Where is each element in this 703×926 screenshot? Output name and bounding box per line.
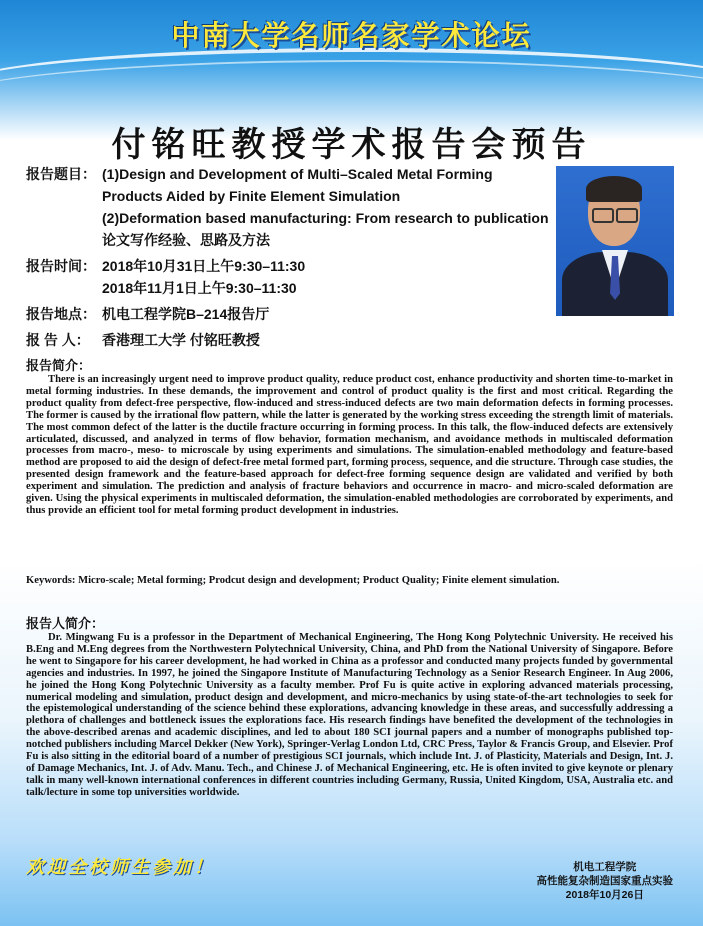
- speaker-row: [26, 329, 566, 351]
- time-label: 报告时间：: [26, 258, 96, 274]
- place-row: [26, 303, 566, 325]
- talk-info: [26, 163, 566, 351]
- forum-title: 中南大学名师名家学术论坛: [171, 19, 532, 52]
- notice-date: 2018年10月26日: [565, 889, 644, 901]
- keywords-text: Keywords: Micro-scale; Metal forming; Prodcut design and development; Product Quality; Finite element simulation.: [26, 575, 560, 586]
- time-line: 2018年11月1日上午9:30–11:30: [102, 280, 297, 296]
- bio-text: Dr. Mingwang Fu is a professor in the Department of Mechanical Engineering, The Hong Kong Polytechnic University. He received his B.Eng and M.Eng degrees from the Northwestern Polytechnical University, China, and PhD from the National University of Singapore. Before he went to Singapore for his career development, he had worked in China as a professor and conducted many projects funded by governmental agencies and industries. In 1997, he joined the Singapore Institute of Manufacturing Technology as a Senior Research Engineer. In Aug 2006, he joined the Hong Kong Polytechnic University as a faculty member. Prof Fu is quite active in exploring advanced materials processing, numerical modeling and simulation, product design and development, and micro-mechanics by using state-of-the-art technologies to seek for the epistemological understanding of the science behind these explorations, advancing knowledge in these areas, and successfully addressing a plethora of challenges and bottleneck issues the explorations face. His research findings have benefited the development of the technologies in the above-described arenas and academic disciplines, and led to about 180 SCI journal papers and a number of monographs published top-notched publishers including Marcel Dekker (New York), Springer-Verlag London Ltd, CRC Press, Taylor & Francis Group, and Elsevier. Prof Fu is also sitting in the editorial board of a number of prestigious SCI journals, which include Int. J. of Plasticity, Materials and Design, Int. J. of Damage Mechanics, Int. J. of Adv. Manu. Tech., and Chinese J. of Mechanical Engineering, etc. He is often invited to give keynote or plenary talk in many well-known international conferences in different countries including Germany, Russia, United Kingdom, USA, Australia etc. and talk/lecture in some top universities worldwide.: [26, 632, 673, 798]
- abstract-text: There is an increasingly urgent need to improve product quality, reduce product cost, enhance productivity and shorten time-to-market in metal forming industries. In these demands, the improvement and control of product quality is the first and most critical. Regarding the product quality from defect-free perspective, flow-induced and stress-induced defects are two main deformation defects in forming processes. The former is caused by the irrational flow pattern, while the latter is generated by the working stress exceeding the strength limit of materials. The most common defect of the latter is the ductile fracture occurring in forming process. In this talk, the flow-induced defects are extensively articulated, discussed, and analyzed in terms of flow behavior, formation mechanism, and avoidance methods in multiscaled deformation processes from macro-, meso- to microscale by using experiments and simulations. The simulation-enabled methodology and feature-based method are proposed to aid the design of defect-free metal formed part, forming process, sequence, and die structure. Through case studies, the presented design framework and the feature-based approach for defect-free forming sequence design are validated and verified by both experiment and simulation. The prediction and analysis of fracture behaviors and occurrence in macro- and micro-scaled deformation are given. Using the physical experiments in multiscaled deformation, the simulation-enabled methodologies are corroborated by experiments, and thus provide an efficient tool for metal forming product development in industries.: [26, 374, 673, 516]
- topic-line: 论文写作经验、思路及方法: [102, 232, 270, 248]
- place-value: 机电工程学院B–214报告厅: [102, 306, 270, 322]
- organizer-signature: [537, 860, 674, 902]
- bio-heading: 报告人简介：: [26, 616, 105, 631]
- topic-line: (2)Deformation based manufacturing: From research to publication: [102, 210, 549, 226]
- abstract-heading: 报告简介：: [26, 358, 92, 373]
- speaker-value: 香港理工大学 付铭旺教授: [102, 332, 260, 348]
- organizer-name: 机电工程学院: [573, 861, 637, 873]
- organizer-lab: 高性能复杂制造国家重点实验: [536, 875, 673, 887]
- place-label: 报告地点：: [26, 306, 96, 322]
- speaker-label: 报 告 人：: [26, 332, 90, 348]
- topic-row: [26, 163, 566, 251]
- speaker-photo: [556, 166, 674, 316]
- topic-line: (1)Design and Development of Multi–Scaled Metal Forming: [102, 166, 493, 182]
- time-line: 2018年10月31日上午9:30–11:30: [102, 258, 306, 274]
- topic-line: Products Aided by Finite Element Simulation: [102, 188, 401, 204]
- time-row: [26, 255, 566, 299]
- topic-label: 报告题目：: [26, 166, 96, 182]
- page-title: 付铭旺教授学术报告会预告: [111, 125, 592, 165]
- welcome-slogan: 欢迎全校师生参加！: [26, 857, 215, 878]
